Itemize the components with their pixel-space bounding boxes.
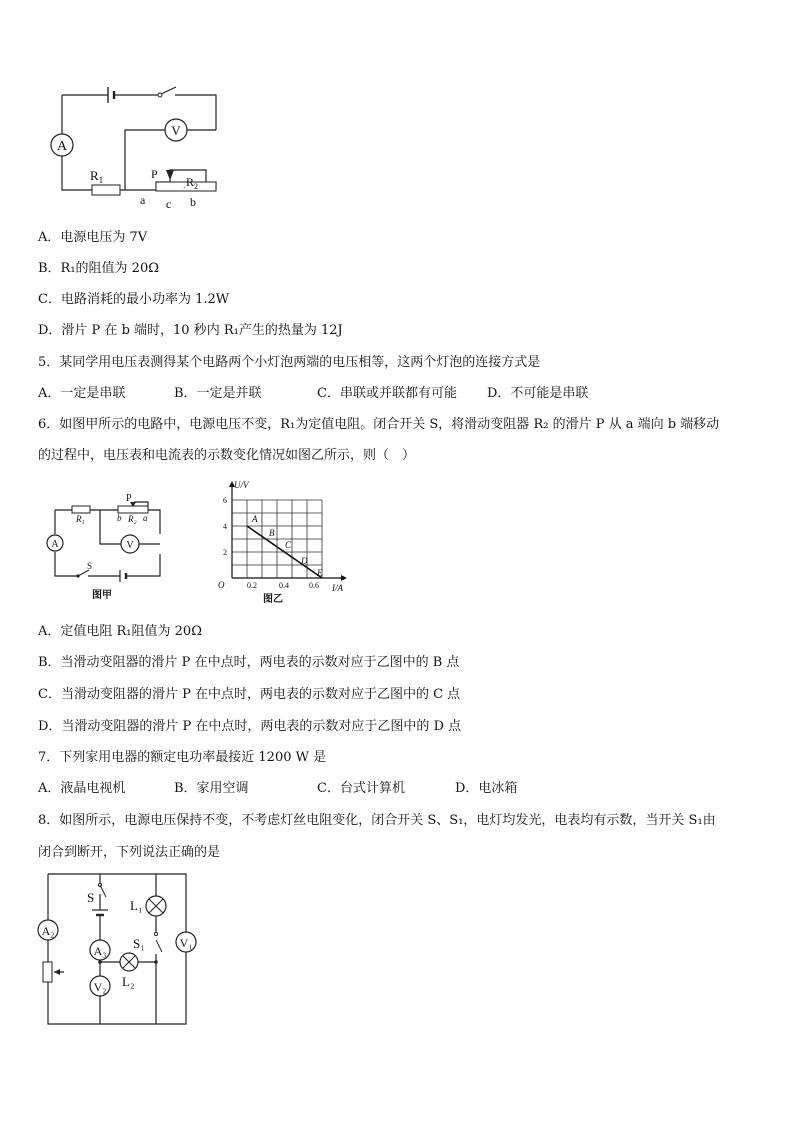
yi-point-e: E [317, 568, 323, 578]
q6-option-a: A．定值电阻 R₁阻值为 20Ω [38, 624, 202, 639]
jia-ammeter-label: A [51, 539, 59, 550]
end-b-label: b [190, 195, 196, 209]
jia-r1-label: R₁ [76, 514, 85, 524]
q8-a2-label: A₂ [41, 924, 55, 938]
yi-x-label: I/A [332, 583, 343, 593]
q6-option-d: D．当滑动变阻器的滑片 P 在中点时，两电表的示数对应于乙图中的 D 点 [38, 719, 462, 734]
q7-option-b: B．家用空调 [174, 781, 249, 796]
r1-label: $R_1$ [90, 168, 104, 185]
circuit-figure-1 [40, 82, 230, 212]
graph-figure-yi [205, 478, 355, 604]
jia-voltmeter-label: V [126, 540, 134, 551]
q7-options [38, 780, 517, 798]
q8-a3-label: A₃ [93, 944, 107, 958]
q5-option-d: D．不可能是串联 [487, 386, 589, 401]
q5-stem: 5．某同学用电压表测得某个电路两个小灯泡两端的电压相等，这两个灯泡的连接方式是 [38, 355, 541, 370]
q8-l1-label: L₁ [130, 898, 143, 913]
yi-origin: O [218, 580, 225, 590]
q4-option-a: A．电源电压为 7V [38, 230, 148, 245]
q7-option-c: C．台式计算机 [317, 781, 405, 796]
q8-v2-label: V₂ [93, 980, 107, 994]
yi-point-c: C [285, 540, 292, 550]
figure-yi-caption: 图乙 [263, 594, 283, 604]
q8-stem-line1: 8．如图所示，电源电压保持不变，不考虑灯丝电阻变化，闭合开关 S、S₁，电灯均发光，电表均有示数，当开关 S₁由 [38, 813, 716, 828]
q5-option-a: A．一定是串联 [38, 386, 126, 401]
q5-option-b: B．一定是并联 [174, 386, 262, 401]
q8-v1-label: V₁ [179, 936, 193, 950]
svg-text:·: · [183, 184, 186, 192]
circuit-figure-q8 [30, 868, 200, 1030]
q8-s-label: S [87, 890, 95, 905]
q4-option-c: C．电路消耗的最小功率为 1.2W [38, 292, 230, 307]
yi-point-b: B [269, 528, 275, 538]
r2-label: $R_2$ [186, 175, 199, 191]
q6-stem-line1: 6．如图甲所示的电路中，电源电压不变，R₁为定值电阻。闭合开关 S，将滑动变阻器 R₂ 的滑片 P 从 a 端向 b 端移动 [38, 417, 720, 432]
yi-x-tick-06: 0.6 [309, 581, 319, 590]
resistor-r1 [92, 185, 120, 195]
q7-option-a: A．液晶电视机 [38, 781, 126, 796]
q5-options [38, 385, 588, 403]
yi-y-tick-4: 4 [223, 522, 227, 531]
q8-l2-label: L₂ [122, 974, 135, 989]
q7-option-d: D．电冰箱 [455, 781, 518, 796]
figure-jia-caption: 图甲 [92, 590, 112, 601]
q8-s1-label: S₁ [133, 936, 145, 951]
slider-p-label: P [151, 167, 158, 181]
yi-y-tick-6: 6 [223, 496, 227, 505]
q6-option-b: B．当滑动变阻器的滑片 P 在中点时，两电表的示数对应于乙图中的 B 点 [38, 655, 460, 670]
q6-stem-line2: 的过程中，电压表和电流表的示数变化情况如图乙所示，则（ ） [38, 448, 416, 463]
end-a-label: a [140, 193, 146, 207]
yi-x-tick-02: 0.2 [247, 581, 257, 590]
ammeter-label: A [56, 139, 68, 154]
yi-point-d: D [301, 556, 308, 566]
jia-p-label: P [126, 493, 132, 504]
q6-option-c: C．当滑动变阻器的滑片 P 在中点时，两电表的示数对应于乙图中的 C 点 [38, 687, 461, 702]
yi-y-label: U/V [234, 480, 249, 490]
jia-b-label: b [117, 513, 122, 523]
yi-y-tick-2: 2 [223, 548, 227, 557]
jia-a-label: a [143, 513, 148, 523]
jia-s-label: S [87, 561, 93, 571]
q4-option-b: B．R₁的阻值为 20Ω [38, 261, 160, 276]
jia-r2-label: R₂ [128, 514, 137, 524]
yi-x-tick-04: 0.4 [279, 581, 289, 590]
yi-point-a: A [252, 514, 258, 524]
center-c-label: c [166, 197, 172, 211]
q5-option-c: C．串联或并联都有可能 [317, 386, 457, 401]
q7-stem: 7．下列家用电器的额定电功率最接近 1200 W 是 [38, 750, 327, 765]
circuit-figure-jia [40, 490, 170, 602]
q4-option-d: D．滑片 P 在 b 端时，10 秒内 R₁产生的热量为 12J [38, 323, 343, 338]
q8-stem-line2: 闭合到断开，下列说法正确的是 [38, 845, 221, 860]
voltmeter-label: V [171, 123, 181, 138]
